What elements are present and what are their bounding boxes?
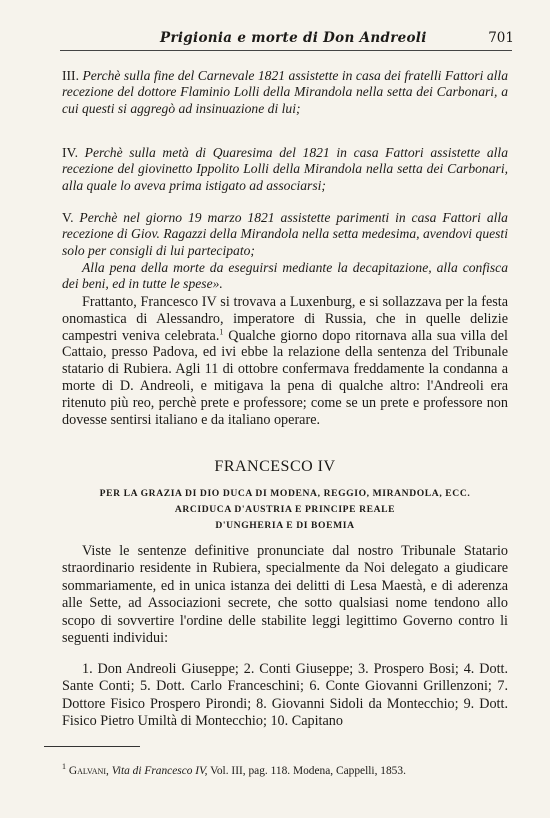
article-5-number: V. xyxy=(62,210,74,225)
footnote-author: Galvani, xyxy=(68,765,109,777)
article-3-text: Perchè sulla fine del Carnevale 1821 assistette in casa dei fratelli Fattori alla recezione del dottore Flaminio Lolli della Mirandola nella setta dei Carbonari, a cui questi si aggregò ad insinuazione di lui; xyxy=(62,68,508,116)
article-3 xyxy=(62,68,508,117)
running-title: Prigionia e morte di Don Andreoli xyxy=(160,30,427,46)
article-5-text: Perchè nel giorno 19 marzo 1821 assistette parimenti in casa Fattori alla recezione di Giov. Ragazzi della Mirandola nella setta medesima, avendovi questi solo per consigli di lui partecipato; xyxy=(62,210,508,258)
narrative-text: Frattanto, Francesco IV si trovava a Luxenburg, e si sollazzava per la festa onomastica di Alessandro, imperatore di Russia, che in quelle delizie campestri veniva celebrata. xyxy=(62,294,508,344)
article-4 xyxy=(62,145,508,194)
page-number: 701 xyxy=(488,30,514,46)
article-5 xyxy=(62,210,508,259)
running-head xyxy=(52,30,514,48)
decree-title-line-2: ARCIDUCA D'AUSTRIA E PRINCIPE REALE xyxy=(174,504,396,515)
footnote-rule xyxy=(44,746,140,747)
narrative-paragraph xyxy=(62,294,508,428)
footnote-mark: 1 xyxy=(62,762,66,772)
sentence-paragraph: Alla pena della morte da eseguirsi mediante la decapitazione, alla confisca dei beni, ed in tutte le spese». xyxy=(62,260,508,292)
narrative-text-continued: Qualche giorno dopo ritornava alla sua villa del Cattaio, presso Padova, ed ivi ebbe la relazione della sentenza del Tribunale statario di Rubiera. Agli 11 di ottobre confermava freddamente la condanna a morte di D. Andreoli, e mitigava la pena di qualche altro: l'Andreoli era ritenuto più reo, perchè prete e professore; come se un prete e professore non dovesse sentirsi italiano e da italiano operare. xyxy=(62,327,508,428)
article-4-text: Perchè sulla metà di Quaresima del 1821 in casa Fattori assistette alla recezione del giovinetto Ippolito Lolli della Mirandola nella setta dei Carbonari, alla quale lo aveva prima istigato ad associarsi; xyxy=(62,145,508,193)
footnote xyxy=(62,762,508,777)
condemned-list: 1. Don Andreoli Giuseppe; 2. Conti Giuseppe; 3. Prospero Bosi; 4. Dott. Sante Conti; 5. Dott. Carlo Franceschini; 6. Conte Giovanni Grillenzoni; 7. Dottore Fisico Prospero Pirondi; 8. Giovanni Sidoli da Montecchio; 9. Dott. Fisico Pietro Umiltà di Montecchio; 10. Capitano xyxy=(62,661,508,730)
decree-text: Viste le sentenze definitive pronunciate dal nostro Tribunale Statario straordinario residente in Rubiera, specialmente da Noi delegato a giudicare sommariamente, ed in unica istanza dei delitti di Lesa Maestà, e di aderenza alle Sette, ad Associazioni secrete, che sotto qualsiasi nome tendono allo scopo di sovvertire l'ordine delle stabilite leggi legittimo Governo contro li seguenti individui: xyxy=(62,543,508,647)
article-3-number: III. xyxy=(62,68,79,83)
decree-title-line-1: PER LA GRAZIA DI DIO DUCA DI MODENA, REGGIO, MIRANDOLA, ECC. xyxy=(99,488,471,499)
article-4-number: IV. xyxy=(62,145,78,160)
footnote-title: Vita di Francesco IV, xyxy=(111,765,208,777)
footnote-reference: 1 xyxy=(219,326,224,336)
header-rule xyxy=(60,50,512,51)
decree-heading: FRANCESCO IV xyxy=(214,458,336,475)
decree-title-line-3: D'UNGHERIA E DI BOEMIA xyxy=(215,520,355,531)
footnote-details: Vol. III, pag. 118. Modena, Cappelli, 1853. xyxy=(210,765,406,777)
